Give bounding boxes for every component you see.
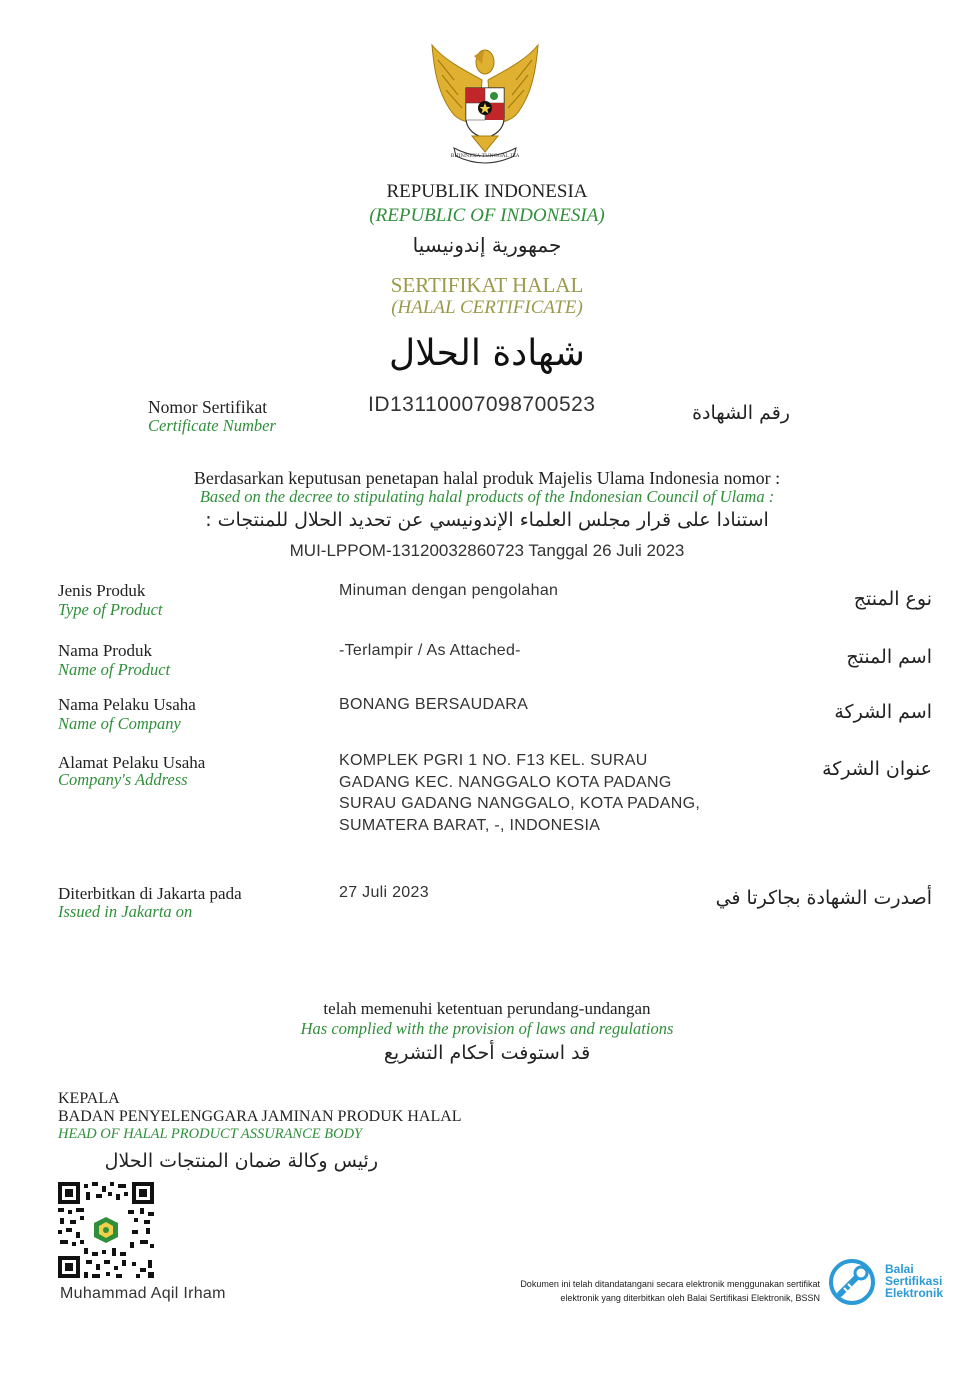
cert-number-value: ID13110007098700523 <box>368 393 596 416</box>
e-signature-note-line: Dokumen ini telah ditandatangani secara elektronik menggunakan sertifikat <box>520 1279 820 1289</box>
country-name-en: (REPUBLIC OF INDONESIA) <box>369 205 605 226</box>
garuda-emblem <box>424 40 546 166</box>
signatory-title-1: KEPALA <box>58 1090 120 1107</box>
bsre-logo-icon <box>828 1258 876 1306</box>
decree-reference: MUI-LPPOM-13120032860723 Tanggal 26 Juli 2023 <box>289 541 685 560</box>
product-name-value: -Terlampir / As Attached- <box>339 642 521 659</box>
signatory-title-en: HEAD OF HALAL PRODUCT ASSURANCE BODY <box>58 1126 363 1142</box>
compliance-text: telah memenuhi ketentuan perundang-undangan <box>323 999 651 1018</box>
decree-text-ar: استنادا على قرار مجلس العلماء الإندونيسي عن تحديد الحلال للمنتجات : <box>205 509 769 531</box>
cert-number-label-en: Certificate Number <box>148 416 276 435</box>
company-address-label-ar: عنوان الشركة <box>822 758 932 780</box>
product-type-label-en: Type of Product <box>58 600 163 619</box>
company-address-label: Alamat Pelaku Usaha <box>58 753 206 772</box>
e-signature-note <box>470 1277 820 1305</box>
cert-number-label: Nomor Sertifikat <box>148 397 268 417</box>
e-signature-note-line: elektronik yang diterbitkan oleh Balai Sertifikasi Elektronik, BSSN <box>560 1293 820 1303</box>
certificate-title: SERTIFIKAT HALAL <box>390 273 584 297</box>
company-name-label-en: Name of Company <box>58 714 181 733</box>
cert-number-label-ar: رقم الشهادة <box>692 402 790 424</box>
address-line: SURAU GADANG NANGGALO, KOTA PADANG, <box>339 795 701 812</box>
product-type-value: Minuman dengan pengolahan <box>339 582 559 599</box>
product-name-label: Nama Produk <box>58 641 152 660</box>
bsre-logo-line: Balai <box>885 1262 914 1276</box>
emblem-motto: BHINNEKA TUNGGAL IKA <box>450 153 520 159</box>
company-address-label-en: Company's Address <box>58 770 188 789</box>
qr-code <box>58 1182 154 1278</box>
decree-text-en: Based on the decree to stipulating halal products of the Indonesian Council of Ulama : <box>199 487 775 506</box>
product-name-label-ar: اسم المنتج <box>846 646 932 668</box>
issued-label-ar: أصدرت الشهادة بجاكرتا في <box>715 887 932 909</box>
company-name-label: Nama Pelaku Usaha <box>58 695 196 714</box>
signatory-title-2: BADAN PENYELENGGARA JAMINAN PRODUK HALAL <box>58 1108 462 1125</box>
product-type-label: Jenis Produk <box>58 581 146 600</box>
issued-label: Diterbitkan di Jakarta pada <box>58 884 242 903</box>
signatory-name: Muhammad Aqil Irham <box>60 1285 226 1302</box>
company-address-value <box>339 750 700 836</box>
issued-date-value: 27 Juli 2023 <box>339 884 429 901</box>
company-name-value: BONANG BERSAUDARA <box>339 696 529 713</box>
bsre-logo-text <box>885 1263 943 1299</box>
signatory-title-ar: رئيس وكالة ضمان المنتجات الحلال <box>104 1150 378 1172</box>
certificate-title-ar: شهادة الحلال <box>389 333 585 374</box>
address-line: GADANG KEC. NANGGALO KOTA PADANG <box>339 773 672 791</box>
address-line: KOMPLEK PGRI 1 NO. F13 KEL. SURAU <box>339 752 648 769</box>
decree-text: Berdasarkan keputusan penetapan halal produk Majelis Ulama Indonesia nomor : <box>193 468 781 488</box>
bsre-logo-line: Sertifikasi <box>885 1274 943 1288</box>
country-name: REPUBLIK INDONESIA <box>386 181 588 202</box>
product-name-label-en: Name of Product <box>58 660 171 679</box>
bsre-logo-line: Elektronik <box>885 1286 944 1300</box>
company-name-label-ar: اسم الشركة <box>834 701 932 723</box>
country-name-ar: جمهورية إندونيسيا <box>412 233 562 257</box>
product-type-label-ar: نوع المنتج <box>853 588 932 610</box>
issued-label-en: Issued in Jakarta on <box>58 902 193 921</box>
address-line: SUMATERA BARAT, -, INDONESIA <box>339 816 601 834</box>
compliance-text-ar: قد استوفت أحكام التشريع <box>383 1042 591 1064</box>
compliance-text-en: Has complied with the provision of laws and regulations <box>300 1019 674 1038</box>
certificate-title-en: (HALAL CERTIFICATE) <box>391 297 583 318</box>
